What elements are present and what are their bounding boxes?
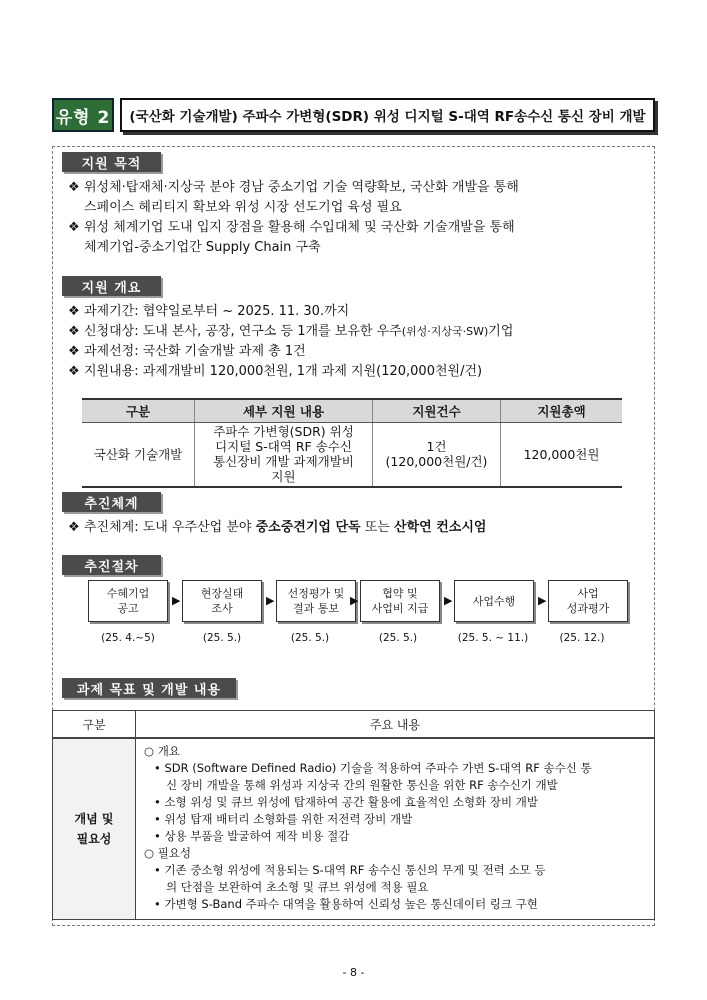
arrow-right-icon: ▶ bbox=[350, 594, 359, 607]
overview-title: ○ 개요 bbox=[144, 744, 180, 758]
table-cell-category: 국산화 기술개발 bbox=[82, 423, 195, 487]
process-step: 현장실태 조사 bbox=[182, 580, 262, 622]
section-purpose-heading: 지원 목적 bbox=[62, 152, 161, 172]
step-date: (25. 12.) bbox=[559, 632, 605, 644]
diamond-bullet-icon: ❖ bbox=[68, 304, 80, 319]
page-title: (국산화 기술개발) 주파수 가변형(SDR) 위성 디지털 S-대역 RF송수신 통신 장비 개발 bbox=[120, 98, 655, 132]
table-row bbox=[82, 423, 622, 487]
table-header: 지원건수 bbox=[373, 399, 501, 423]
type-label: 유형 2 bbox=[52, 98, 114, 132]
table-header: 주요 내용 bbox=[136, 711, 655, 739]
diamond-bullet-icon: ❖ bbox=[68, 180, 80, 195]
list-item: • 위성 탑재 배터리 소형화를 위한 저전력 장비 개발 bbox=[154, 812, 413, 826]
purpose-item-cont: 스페이스 헤리티지 확보와 위성 시장 선도기업 육성 필요 bbox=[84, 200, 402, 215]
diamond-bullet-icon: ❖ bbox=[68, 364, 80, 379]
purpose-item: ❖ 위성체·탑재체·지상국 분야 경남 중소기업 기술 역량확보, 국산화 개발을 통해 bbox=[68, 178, 519, 198]
table-cell-total: 120,000천원 bbox=[501, 423, 623, 487]
process-step: 선정평가 및 결과 통보 bbox=[276, 580, 356, 622]
table-row bbox=[53, 738, 655, 920]
list-item: • 기존 중소형 위성에 적용되는 S-대역 RF 송수신 통신의 무게 및 전력 소모 등 의 단점을 보완하여 초소형 및 큐브 위성에 적용 필요 bbox=[154, 863, 546, 894]
list-item: • 가변형 S-Band 주파수 대역을 활용하여 신뢰성 높은 통신데이터 링크 구현 bbox=[154, 897, 538, 911]
arrow-right-icon: ▶ bbox=[538, 594, 547, 607]
purpose-item-cont: 체계기업-중소기업간 Supply Chain 구축 bbox=[84, 240, 321, 255]
overview-list bbox=[68, 302, 513, 382]
section-system-heading: 추진체계 bbox=[62, 492, 161, 512]
list-item: • SDR (Software Defined Radio) 기술을 적용하여 주파수 가변 S-대역 RF 송수신 통 신 장비 개발을 통해 위성과 지상국 간의 원활한 통신을 위한 RF 송수신기 개발 bbox=[154, 761, 592, 792]
table-cell-detail: 주파수 가변형(SDR) 위성 디지털 S-대역 RF 송수신 통신장비 개발 과제개발비 지원 bbox=[195, 423, 373, 487]
diamond-bullet-icon: ❖ bbox=[68, 520, 80, 535]
section-goals-heading: 과제 목표 및 개발 내용 bbox=[62, 678, 236, 698]
arrow-right-icon: ▶ bbox=[172, 594, 181, 607]
diamond-bullet-icon: ❖ bbox=[68, 220, 80, 235]
system-text: ❖ 추진체계: 도내 우주산업 분야 중소중견기업 단독 또는 산학연 컨소시엄 bbox=[68, 518, 486, 538]
list-item: • 상용 부품을 발굴하여 제작 비용 절감 bbox=[154, 829, 350, 843]
overview-period: ❖ 과제기간: 협약일로부터 ~ 2025. 11. 30.까지 bbox=[68, 302, 513, 322]
process-step: 사업 성과평가 bbox=[548, 580, 628, 622]
process-step: 협약 및 사업비 지급 bbox=[360, 580, 440, 622]
process-step: 수혜기업 공고 bbox=[88, 580, 168, 622]
step-date: (25. 5.) bbox=[378, 632, 418, 644]
step-date: (25. 4.~5) bbox=[101, 632, 155, 644]
table-header: 구분 bbox=[82, 399, 195, 423]
row-label: 개념 및 필요성 bbox=[53, 738, 136, 920]
list-item: • 소형 위성 및 큐브 위성에 탑재하여 공간 활용에 효율적인 소형화 장비 개발 bbox=[154, 795, 538, 809]
purpose-item: ❖ 위성 체계기업 도내 입지 장점을 활용해 수입대체 및 국산화 기술개발을 통해 bbox=[68, 218, 519, 238]
row-content bbox=[136, 738, 655, 920]
overview-selection: ❖ 과제선정: 국산화 기술개발 과제 총 1건 bbox=[68, 342, 513, 362]
step-date: (25. 5. ~ 11.) bbox=[457, 632, 529, 644]
arrow-right-icon: ▶ bbox=[444, 594, 453, 607]
table-cell-count: 1건 (120,000천원/건) bbox=[373, 423, 501, 487]
page-number: - 8 - bbox=[342, 966, 365, 979]
step-date: (25. 5.) bbox=[202, 632, 242, 644]
overview-content: ❖ 지원내용: 과제개발비 120,000천원, 1개 과제 지원(120,000천원/건) bbox=[68, 362, 513, 382]
table-header: 구분 bbox=[53, 711, 136, 739]
process-step: 사업수행 bbox=[454, 580, 534, 622]
section-overview-heading: 지원 개요 bbox=[62, 276, 161, 296]
overview-target: ❖ 신청대상: 도내 본사, 공장, 연구소 등 1개를 보유한 우주(위성·지상국·SW)기업 bbox=[68, 322, 513, 342]
diamond-bullet-icon: ❖ bbox=[68, 324, 80, 339]
table-header-row bbox=[53, 711, 655, 739]
section-procedure-heading: 추진절차 bbox=[62, 555, 161, 575]
arrow-right-icon: ▶ bbox=[266, 594, 275, 607]
purpose-list bbox=[68, 178, 519, 258]
need-title: ○ 필요성 bbox=[144, 846, 192, 860]
support-table bbox=[82, 398, 622, 488]
step-date: (25. 5.) bbox=[290, 632, 330, 644]
diamond-bullet-icon: ❖ bbox=[68, 344, 80, 359]
table-header: 지원총액 bbox=[501, 399, 623, 423]
goals-table bbox=[52, 710, 655, 920]
table-header: 세부 지원 내용 bbox=[195, 399, 373, 423]
